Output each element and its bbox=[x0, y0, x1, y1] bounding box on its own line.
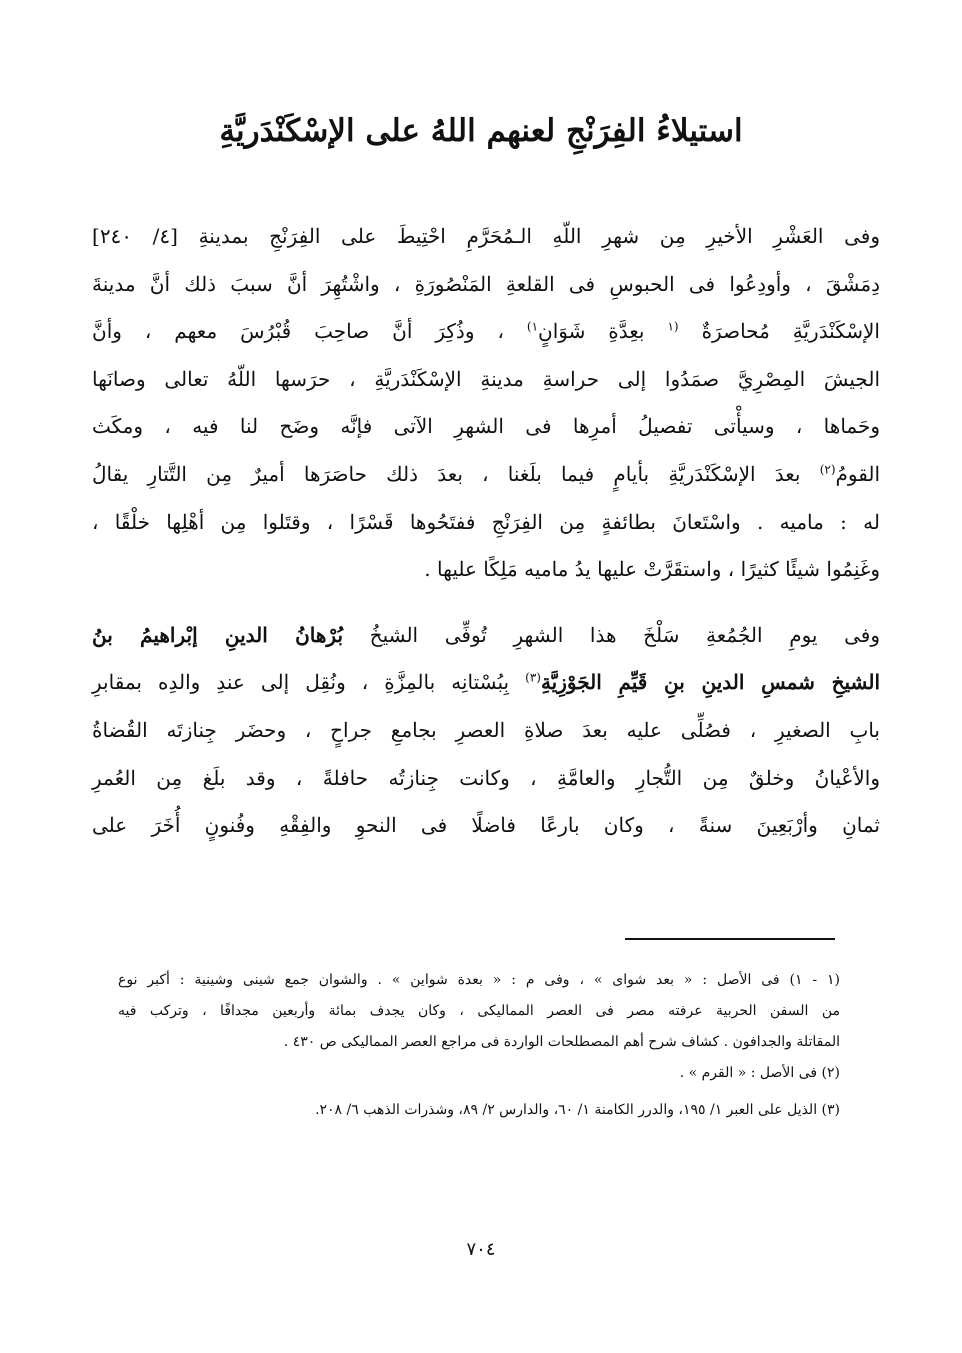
paragraph-1 bbox=[92, 213, 880, 594]
text-line: والأعْيانُ وخلقٌ مِن التُّجارِ والعامَّةِ ، وكانت جِنازتُه حافلةً ، وقد بلَغ مِن العُمرِ bbox=[92, 765, 880, 790]
footnote-divider bbox=[625, 938, 835, 940]
text-line: له : ماميه . واسْتَعانَ بطائفةٍ مِن الفِرَنْجِ ففتَحُوها قَسْرًا ، وقتَلوا مِن أهْلِها خلْقًا ، bbox=[92, 509, 880, 534]
footnote-line: المقاتلة والجدافون . كشاف شرح أهم المصطلحات الواردة فى مراجع العصر المماليكى ص ٤٣٠ . bbox=[283, 1034, 840, 1050]
footnote-line: (٣) الذيل على العبر ١/ ١٩٥، والدرر الكامنة ١/ ٦٠، والدارس ٢/ ٨٩، وشذرات الذهب ٦/ ٢٠٨. bbox=[315, 1102, 840, 1118]
footnote-marker: ١) bbox=[526, 319, 539, 334]
person-name: بُرْهانُ الدينِ إبْراهيمُ بنُ bbox=[92, 622, 344, 647]
person-name: الشيخِ شمسِ الدينِ بنِ قَيِّمِ الجَوْزِيَّةِ bbox=[540, 670, 881, 695]
text-line: الجيشَ المِصْرِيَّ صمَدُوا إلى حراسةِ مدينةِ الإسْكَنْدَريَّةِ ، حرَسها اللّهُ تعالى وصانَها bbox=[92, 366, 880, 391]
footnote-line: (١ - ١) فى الأصل : « بعد شواى » ، وفى م : « بعدة شواين » . والشوان جمع شينى وشينية : أكبر نوع bbox=[118, 972, 840, 988]
text-line: وفى يومِ الجُمُعةِ سَلْخَ هذا الشهرِ تُوفِّى الشيخُ بُرْهانُ الدينِ إبْراهيمُ بنُ bbox=[92, 622, 881, 647]
text-line: القومُ$^{(٢)}$ بعدَ الإسْكَنْدَريَّةِ بأيامٍ فيما بلَغنا ، بعدَ ذلك حاصَرَها أميرٌ مِن التَّتارِ يقالُ bbox=[92, 461, 880, 486]
footnotes bbox=[118, 965, 840, 1126]
footnote-line: من السفن الحربية عرفته مصر فى العصر المماليكى ، وكان يجدف بمائة وأربعين مجدافًا ، وتركب فيه bbox=[118, 1003, 840, 1019]
footnote-marker: (١ bbox=[667, 319, 679, 334]
text-line: الشيخِ شمسِ الدينِ بنِ قَيِّمِ الجَوْزِيَّةِ$^{(٣)}$ بِبُسْتانِه بالمِزَّةِ ، ونُقِل إلى عندِ والدِه بمقابرِ bbox=[92, 670, 881, 695]
text-line: دِمَشْقَ ، وأودِعُوا فى الحبوسِ فى القلعةِ المَنْصُورَةِ ، واشْتُهِرَ أنَّ سببَ ذلك أنَّ مدينةَ bbox=[92, 271, 880, 296]
footnote-marker: (٣) bbox=[525, 670, 541, 685]
chapter-heading: استيلاءُ الفِرَنْجِ لعنهم اللهُ على الإسْكَنْدَريَّةِ bbox=[219, 113, 743, 149]
text-line: بابِ الصغيرِ ، فصُلِّى عليه بعدَ صلاةِ العصرِ بجامعِ جراحٍ ، وحضَر جِنازتَه القُضاةُ bbox=[92, 717, 880, 742]
text-line: وغَنِمُوا شيئًا كثيرًا ، واستقَرَّتْ عليها يدُ ماميه مَلِكًا عليها . bbox=[424, 557, 880, 582]
text-line: وفى العَشْرِ الأخيرِ مِن شهرِ اللّهِ الـمُحَرَّمِ احْتِيطَ على الفِرَنْجِ بمدينةِ [٤/ ٢٤٠] bbox=[92, 224, 880, 248]
footnote-line: (٢) فى الأصل : « القرم » . bbox=[679, 1065, 840, 1081]
page-number: ٧٠٤ bbox=[466, 1239, 496, 1260]
text-line: الإسْكَنْدَريَّةِ مُحاصرَةٌ $^{(١}$ بعِدَّةِ شَوَانٍ$^{١)}$ ، وذُكِرَ أنَّ صاحِبَ قُبْرُسَ معهم ، وأنَّ bbox=[92, 319, 880, 344]
footnote-marker: (٢) bbox=[819, 462, 836, 477]
paragraph-2 bbox=[92, 612, 880, 850]
main-text bbox=[92, 213, 880, 850]
text-line: ثمانِ وأرْبَعِينَ سنةً ، وكان بارعًا فاضلًا فى النحوِ والفِقْهِ وفُنونٍ أُخَرَ على bbox=[92, 813, 880, 838]
text-line: وحَماها ، وسيأْتى تفصيلُ أمرِها فى الشهرِ الآتى فإنَّه وضَح لنا فيه ، ومكَث bbox=[92, 414, 880, 439]
